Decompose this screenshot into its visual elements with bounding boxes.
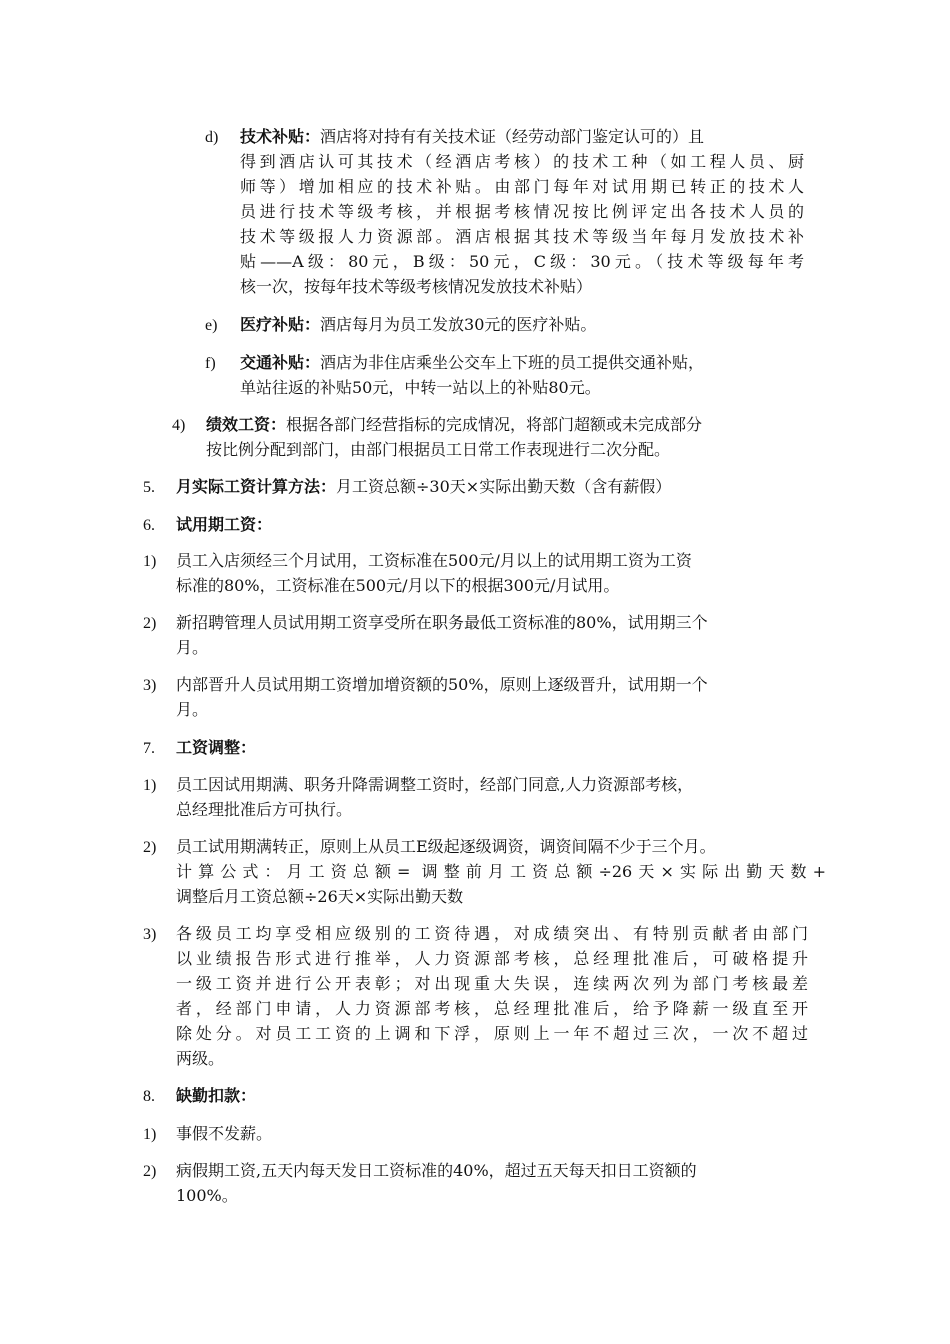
list-item-text xyxy=(176,548,808,598)
text-line xyxy=(176,672,808,697)
text-line xyxy=(240,312,804,337)
list-item-text xyxy=(176,512,806,537)
item-body: 月。 xyxy=(176,700,209,719)
text-line xyxy=(240,149,804,174)
item-body: 按比例分配到部门，由部门根据员工日常工作表现进行二次分配。 xyxy=(206,440,671,459)
item-body: 员进行技术等级考核，并根据考核情况按比例评定出各技术人员的 xyxy=(240,202,804,221)
list-item-text xyxy=(240,124,804,299)
list-marker: 8. xyxy=(143,1088,155,1105)
text-line xyxy=(176,1046,808,1071)
item-heading: 试用期工资： xyxy=(176,515,273,534)
item-body: 技术等级报人力资源部。酒店根据其技术等级当年每月发放技术补 xyxy=(240,227,804,246)
text-line xyxy=(176,859,826,884)
item-heading: 医疗补贴： xyxy=(240,315,321,334)
item-body: 内部晋升人员试用期工资增加增资额的50%，原则上逐级晋升，试用期一个 xyxy=(176,675,708,694)
list-marker: 2) xyxy=(143,615,157,632)
item-body: 酒店为非住店乘坐公交车上下班的员工提供交通补贴， xyxy=(320,353,705,372)
text-line xyxy=(240,350,804,375)
list-marker: e) xyxy=(205,317,218,334)
item-body: 员工试用期满转正，原则上从员工E级起逐级调资，调资间隔不少于三个月。 xyxy=(176,837,716,856)
item-body: 单站往返的补贴50元，中转一站以上的补贴80元。 xyxy=(240,378,601,397)
text-line xyxy=(176,474,806,499)
text-line xyxy=(176,996,808,1021)
list-marker: 6. xyxy=(143,517,155,534)
text-line xyxy=(176,735,806,760)
text-line xyxy=(240,174,804,199)
item-body: 根据各部门经营指标的完成情况，将部门超额或未完成部分 xyxy=(286,415,703,434)
text-line xyxy=(176,834,826,859)
text-line xyxy=(240,224,804,249)
text-line xyxy=(240,249,804,274)
item-body: 除处分。对员工工资的上调和下浮，原则上一年不超过三次，一次不超过 xyxy=(176,1024,808,1043)
text-line xyxy=(176,1021,808,1046)
item-heading: 月实际工资计算方法： xyxy=(176,477,337,496)
list-marker: 4) xyxy=(172,417,186,434)
item-body: 新招聘管理人员试用期工资享受所在职务最低工资标准的80%，试用期三个 xyxy=(176,613,708,632)
list-item-text xyxy=(176,921,808,1071)
text-line xyxy=(176,772,808,797)
list-item-text xyxy=(240,312,804,337)
item-body: 员工入店须经三个月试用，工资标准在500元/月以上的试用期工资为工资 xyxy=(176,551,692,570)
item-body: 病假期工资,五天内每天发日工资标准的40%，超过五天每天扣日工资额的 xyxy=(176,1161,697,1180)
list-item-text xyxy=(176,834,826,909)
text-line xyxy=(176,512,806,537)
item-body: 月工资总额÷30天×实际出勤天数（含有薪假） xyxy=(336,477,672,496)
item-body: 酒店将对持有有关技术证（经劳动部门鉴定认可的）且 xyxy=(320,127,705,146)
item-body: 员工因试用期满、职务升降需调整工资时，经部门同意,人力资源部考核， xyxy=(176,775,694,794)
list-item-text xyxy=(176,772,808,822)
list-marker: 3) xyxy=(143,926,157,943)
text-line xyxy=(176,1183,808,1208)
item-body: 月。 xyxy=(176,638,209,657)
list-marker: 3) xyxy=(143,677,157,694)
list-marker: 7. xyxy=(143,740,155,757)
list-item-text xyxy=(176,610,808,660)
item-body: 计算公式：月工资总额= 调整前月工资总额÷26天×实际出勤天数+ xyxy=(176,862,826,881)
list-item-text xyxy=(206,412,806,462)
item-body: 各级员工均享受相应级别的工资待遇，对成绩突出、有特别贡献者由部门 xyxy=(176,924,808,943)
text-line xyxy=(240,199,804,224)
list-marker: 5. xyxy=(143,479,155,496)
list-item-text xyxy=(240,350,804,400)
list-item-text xyxy=(176,474,806,499)
item-heading: 缺勤扣款： xyxy=(176,1086,257,1105)
list-marker: 2) xyxy=(143,1163,157,1180)
text-line xyxy=(176,573,808,598)
item-body: 得到酒店认可其技术（经酒店考核）的技术工种（如工程人员、厨 xyxy=(240,152,804,171)
text-line xyxy=(176,971,808,996)
text-line xyxy=(240,124,804,149)
item-body: 总经理批准后方可执行。 xyxy=(176,800,353,819)
text-line xyxy=(176,921,808,946)
list-marker: 1) xyxy=(143,777,157,794)
text-line xyxy=(176,1083,806,1108)
list-item-text xyxy=(176,1083,806,1108)
text-line xyxy=(240,274,804,299)
text-line xyxy=(206,437,806,462)
item-body: 核一次，按每年技术等级考核情况发放技术补贴） xyxy=(240,277,593,296)
item-body: 事假不发薪。 xyxy=(176,1124,273,1143)
list-item-text xyxy=(176,1121,806,1146)
item-heading: 工资调整： xyxy=(176,738,257,757)
text-line xyxy=(176,697,808,722)
item-body: 贴——A级：80元，B级：50元，C级：30元。（技术等级每年考 xyxy=(240,252,804,271)
item-body: 者，经部门申请，人力资源部考核，总经理批准后，给予降薪一级直至开 xyxy=(176,999,808,1018)
list-marker: f) xyxy=(205,355,216,372)
text-line xyxy=(176,797,808,822)
item-heading: 交通补贴： xyxy=(240,353,321,372)
list-marker: 1) xyxy=(143,553,157,570)
list-marker: 2) xyxy=(143,839,157,856)
item-body: 标准的80%，工资标准在500元/月以下的根据300元/月试用。 xyxy=(176,576,620,595)
item-body: 调整后月工资总额÷26天×实际出勤天数 xyxy=(176,887,464,906)
text-line xyxy=(206,412,806,437)
item-body: 一级工资并进行公开表彰；对出现重大失误，连续两次列为部门考核最差 xyxy=(176,974,808,993)
list-item-text xyxy=(176,1158,808,1208)
list-marker: 1) xyxy=(143,1126,157,1143)
text-line xyxy=(176,1158,808,1183)
text-line xyxy=(176,548,808,573)
list-item-text xyxy=(176,735,806,760)
item-heading: 绩效工资： xyxy=(206,415,287,434)
text-line xyxy=(176,884,826,909)
text-line xyxy=(176,635,808,660)
item-body: 100%。 xyxy=(176,1186,238,1205)
list-marker: d) xyxy=(205,129,219,146)
item-body: 两级。 xyxy=(176,1049,225,1068)
item-body: 酒店每月为员工发放30元的医疗补贴。 xyxy=(320,315,597,334)
item-body: 师等）增加相应的技术补贴。由部门每年对试用期已转正的技术人 xyxy=(240,177,804,196)
item-heading: 技术补贴： xyxy=(240,127,321,146)
text-line xyxy=(176,946,808,971)
text-line xyxy=(240,375,804,400)
text-line xyxy=(176,1121,806,1146)
text-line xyxy=(176,610,808,635)
item-body: 以业绩报告形式进行推举，人力资源部考核，总经理批准后，可破格提升 xyxy=(176,949,808,968)
list-item-text xyxy=(176,672,808,722)
